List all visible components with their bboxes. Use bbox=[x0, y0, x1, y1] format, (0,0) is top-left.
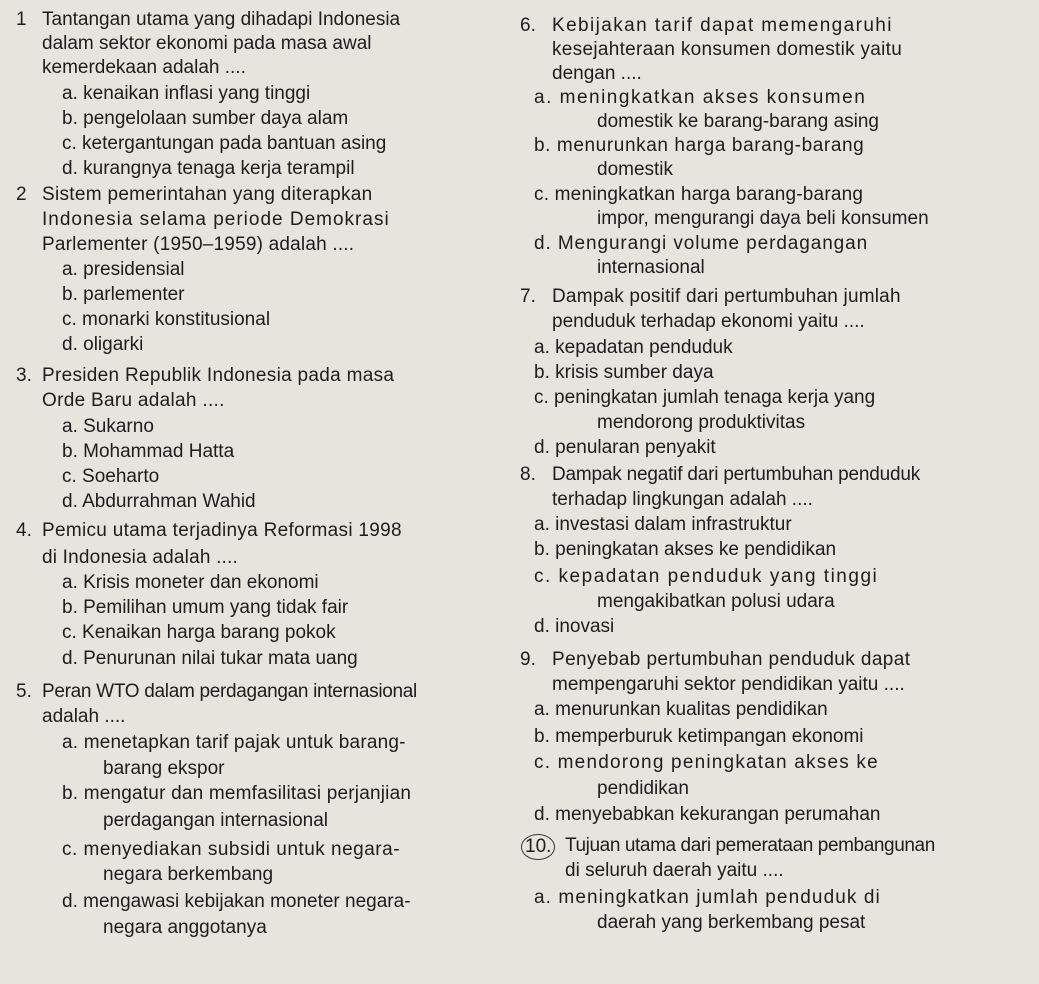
question-stem-line: Tujuan utama dari pemerataan pembangunan bbox=[565, 835, 935, 856]
answer-option-line: a. Sukarno bbox=[62, 416, 154, 437]
answer-option-line: b. krisis sumber daya bbox=[534, 362, 714, 383]
answer-option-line: a. kepadatan penduduk bbox=[534, 337, 733, 358]
answer-option-line: c. Soeharto bbox=[62, 466, 160, 487]
answer-option-line: d. Abdurrahman Wahid bbox=[62, 491, 256, 512]
answer-option-line: b. memperburuk ketimpangan ekonomi bbox=[534, 726, 864, 747]
answer-option-line: d. Penurunan nilai tukar mata uang bbox=[62, 648, 358, 669]
answer-option-line: mengakibatkan polusi udara bbox=[597, 591, 835, 612]
answer-option-line: a. kenaikan inflasi yang tinggi bbox=[62, 83, 311, 104]
answer-option-line: perdagangan internasional bbox=[103, 810, 329, 831]
answer-option-line: a. investasi dalam infrastruktur bbox=[534, 514, 792, 535]
question-stem-line: kesejahteraan konsumen domestik yaitu bbox=[552, 39, 903, 60]
question-stem-line: adalah .... bbox=[42, 706, 126, 727]
answer-option-line: c. meningkatkan harga barang-barang bbox=[534, 184, 864, 205]
question-stem-line: Peran WTO dalam perdagangan internasional bbox=[42, 681, 417, 702]
answer-option-line: negara berkembang bbox=[103, 864, 274, 885]
answer-option-line: d. menyebabkan kekurangan perumahan bbox=[534, 804, 881, 825]
question-stem-line: penduduk terhadap ekonomi yaitu .... bbox=[552, 311, 865, 332]
answer-option-line: b. pengelolaan sumber daya alam bbox=[62, 108, 349, 129]
answer-option-line: b. parlementer bbox=[62, 284, 185, 305]
answer-option-line: a. menurunkan kualitas pendidikan bbox=[534, 699, 828, 720]
answer-option-line: c. mendorong peningkatan akses ke bbox=[534, 752, 879, 773]
question-stem-line: Penyebab pertumbuhan penduduk dapat bbox=[552, 649, 911, 670]
question-stem-line: Parlementer (1950–1959) adalah .... bbox=[42, 234, 355, 255]
answer-option-line: daerah yang berkembang pesat bbox=[597, 912, 866, 933]
question-number: 3. bbox=[16, 365, 32, 386]
question-stem-line: Presiden Republik Indonesia pada masa bbox=[42, 365, 395, 386]
answer-option-line: domestik ke barang-barang asing bbox=[597, 111, 880, 132]
answer-option-line: c. menyediakan subsidi untuk negara- bbox=[62, 839, 401, 860]
answer-option-line: c. Kenaikan harga barang pokok bbox=[62, 622, 336, 643]
question-stem-line: Dampak positif dari pertumbuhan jumlah bbox=[552, 286, 901, 307]
question-number: 6. bbox=[520, 15, 536, 36]
question-stem-line: di Indonesia adalah .... bbox=[42, 547, 238, 568]
question-number: 2 bbox=[16, 184, 27, 205]
answer-option-line: barang ekspor bbox=[103, 758, 225, 779]
question-stem-line: Kebijakan tarif dapat memengaruhi bbox=[552, 15, 893, 36]
answer-option-line: d. kurangnya tenaga kerja terampil bbox=[62, 158, 355, 179]
question-number: 4. bbox=[16, 520, 32, 541]
answer-option-line: b. Pemilihan umum yang tidak fair bbox=[62, 597, 349, 618]
question-stem-line: di seluruh daerah yaitu .... bbox=[565, 860, 784, 881]
question-stem-line: Tantangan utama yang dihadapi Indonesia bbox=[42, 9, 401, 30]
answer-option-line: negara anggotanya bbox=[103, 917, 267, 938]
answer-option-line: c. monarki konstitusional bbox=[62, 309, 271, 330]
answer-option-line: pendidikan bbox=[597, 778, 689, 799]
answer-option-line: c. ketergantungan pada bantuan asing bbox=[62, 133, 387, 154]
answer-option-line: a. meningkatkan jumlah penduduk di bbox=[534, 887, 881, 908]
question-number: 10. bbox=[521, 834, 555, 860]
answer-option-line: c. kepadatan penduduk yang tinggi bbox=[534, 566, 879, 587]
question-stem-line: Pemicu utama terjadinya Reformasi 1998 bbox=[42, 520, 402, 541]
answer-option-line: internasional bbox=[597, 257, 705, 278]
question-stem-line: Sistem pemerintahan yang diterapkan bbox=[42, 184, 373, 205]
question-stem-line: terhadap lingkungan adalah .... bbox=[552, 489, 813, 510]
question-number: 7. bbox=[520, 286, 536, 307]
answer-option-line: b. peningkatan akses ke pendidikan bbox=[534, 539, 837, 560]
answer-option-line: a. Krisis moneter dan ekonomi bbox=[62, 572, 319, 593]
question-number: 1 bbox=[16, 9, 27, 30]
answer-option-line: b. Mohammad Hatta bbox=[62, 441, 235, 462]
answer-option-line: d. oligarki bbox=[62, 334, 144, 355]
answer-option-line: mendorong produktivitas bbox=[597, 412, 806, 433]
answer-option-line: d. inovasi bbox=[534, 616, 615, 637]
question-number: 8. bbox=[520, 464, 536, 485]
question-stem-line: mempengaruhi sektor pendidikan yaitu .... bbox=[552, 674, 905, 695]
answer-option-line: d. Mengurangi volume perdagangan bbox=[534, 233, 869, 254]
question-number: 9. bbox=[520, 649, 536, 670]
answer-option-line: a. meningkatkan akses konsumen bbox=[534, 87, 867, 108]
question-stem-line: kemerdekaan adalah .... bbox=[42, 57, 246, 78]
answer-option-line: impor, mengurangi daya beli konsumen bbox=[597, 208, 929, 229]
answer-option-line: b. menurunkan harga barang-barang bbox=[534, 135, 865, 156]
question-stem-line: Orde Baru adalah .... bbox=[42, 390, 225, 411]
answer-option-line: d. penularan penyakit bbox=[534, 437, 716, 458]
answer-option-line: c. peningkatan jumlah tenaga kerja yang bbox=[534, 387, 876, 408]
answer-option-line: a. menetapkan tarif pajak untuk barang- bbox=[62, 732, 406, 753]
question-stem-line: Dampak negatif dari pertumbuhan penduduk bbox=[552, 464, 921, 485]
answer-option-line: a. presidensial bbox=[62, 259, 185, 280]
answer-option-line: b. mengatur dan memfasilitasi perjanjian bbox=[62, 783, 412, 804]
question-number: 5. bbox=[16, 681, 32, 702]
question-stem-line: dengan .... bbox=[552, 63, 642, 84]
answer-option-line: d. mengawasi kebijakan moneter negara- bbox=[62, 891, 411, 912]
answer-option-line: domestik bbox=[597, 159, 674, 180]
question-stem-line: dalam sektor ekonomi pada masa awal bbox=[42, 33, 372, 54]
question-stem-line: Indonesia selama periode Demokrasi bbox=[42, 209, 390, 230]
